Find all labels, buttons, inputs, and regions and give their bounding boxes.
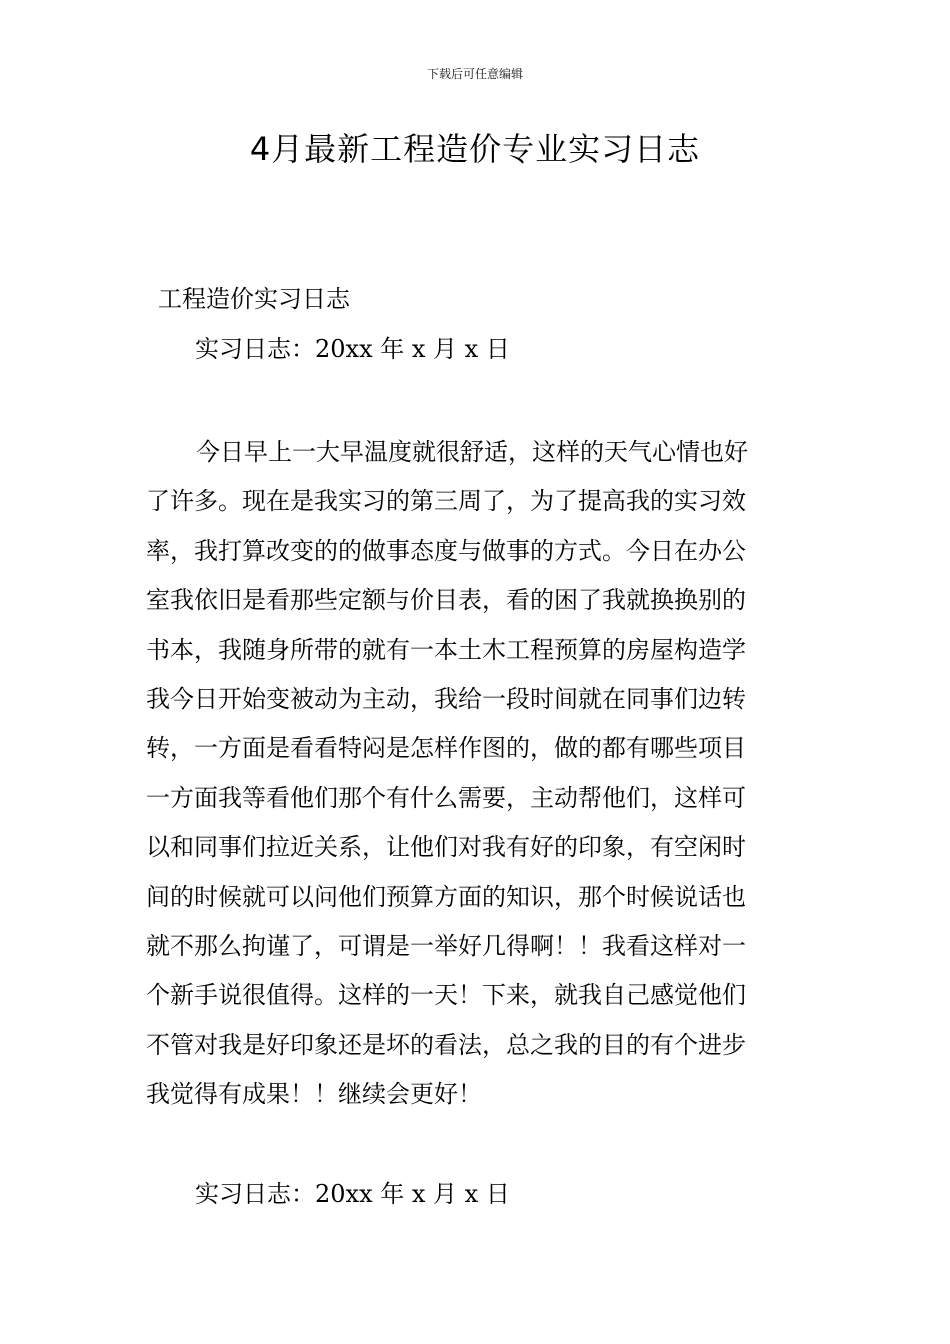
body-line: 一方面我等看他们那个有什么需要，主动帮他们，这样可	[146, 783, 746, 812]
body-line: 就不那么拘谨了，可谓是一举好几得啊！！我看这样对一	[146, 931, 746, 960]
entry-date-1: 实习日志：20xx 年 x 月 x 日	[195, 335, 510, 363]
entry-body-1	[146, 428, 806, 1119]
body-line: 转，一方面是看看特闷是怎样作图的，做的都有哪些项目	[146, 734, 746, 763]
body-line: 率，我打算改变的的做事态度与做事的方式。今日在办公	[146, 536, 746, 565]
body-line: 不管对我是好印象还是坏的看法，总之我的目的有个进步	[146, 1030, 746, 1059]
body-line: 间的时候就可以问他们预算方面的知识，那个时候说话也	[146, 882, 746, 911]
body-line: 今日早上一大早温度就很舒适，这样的天气心情也好	[196, 438, 748, 466]
body-line: 我今日开始变被动为主动，我给一段时间就在同事们边转	[146, 684, 746, 713]
document-subtitle: 工程造价实习日志	[158, 285, 350, 313]
body-line: 我觉得有成果！！继续会更好！	[146, 1080, 482, 1109]
body-line: 以和同事们拉近关系，让他们对我有好的印象，有空闲时	[146, 833, 746, 862]
body-line: 了许多。现在是我实习的第三周了，为了提高我的实习效	[146, 487, 746, 516]
body-line: 书本，我随身所带的就有一本土木工程预算的房屋构造学	[146, 635, 746, 664]
page-title: 4月最新工程造价专业实习日志	[249, 130, 701, 168]
entry-date-2: 实习日志：20xx 年 x 月 x 日	[195, 1180, 510, 1208]
body-line: 个新手说很值得。这样的一天！下来，就我自己感觉他们	[146, 981, 746, 1010]
body-line: 室我依旧是看那些定额与价目表，看的困了我就换换别的	[146, 586, 746, 615]
header-note: 下载后可任意编辑	[426, 67, 523, 81]
